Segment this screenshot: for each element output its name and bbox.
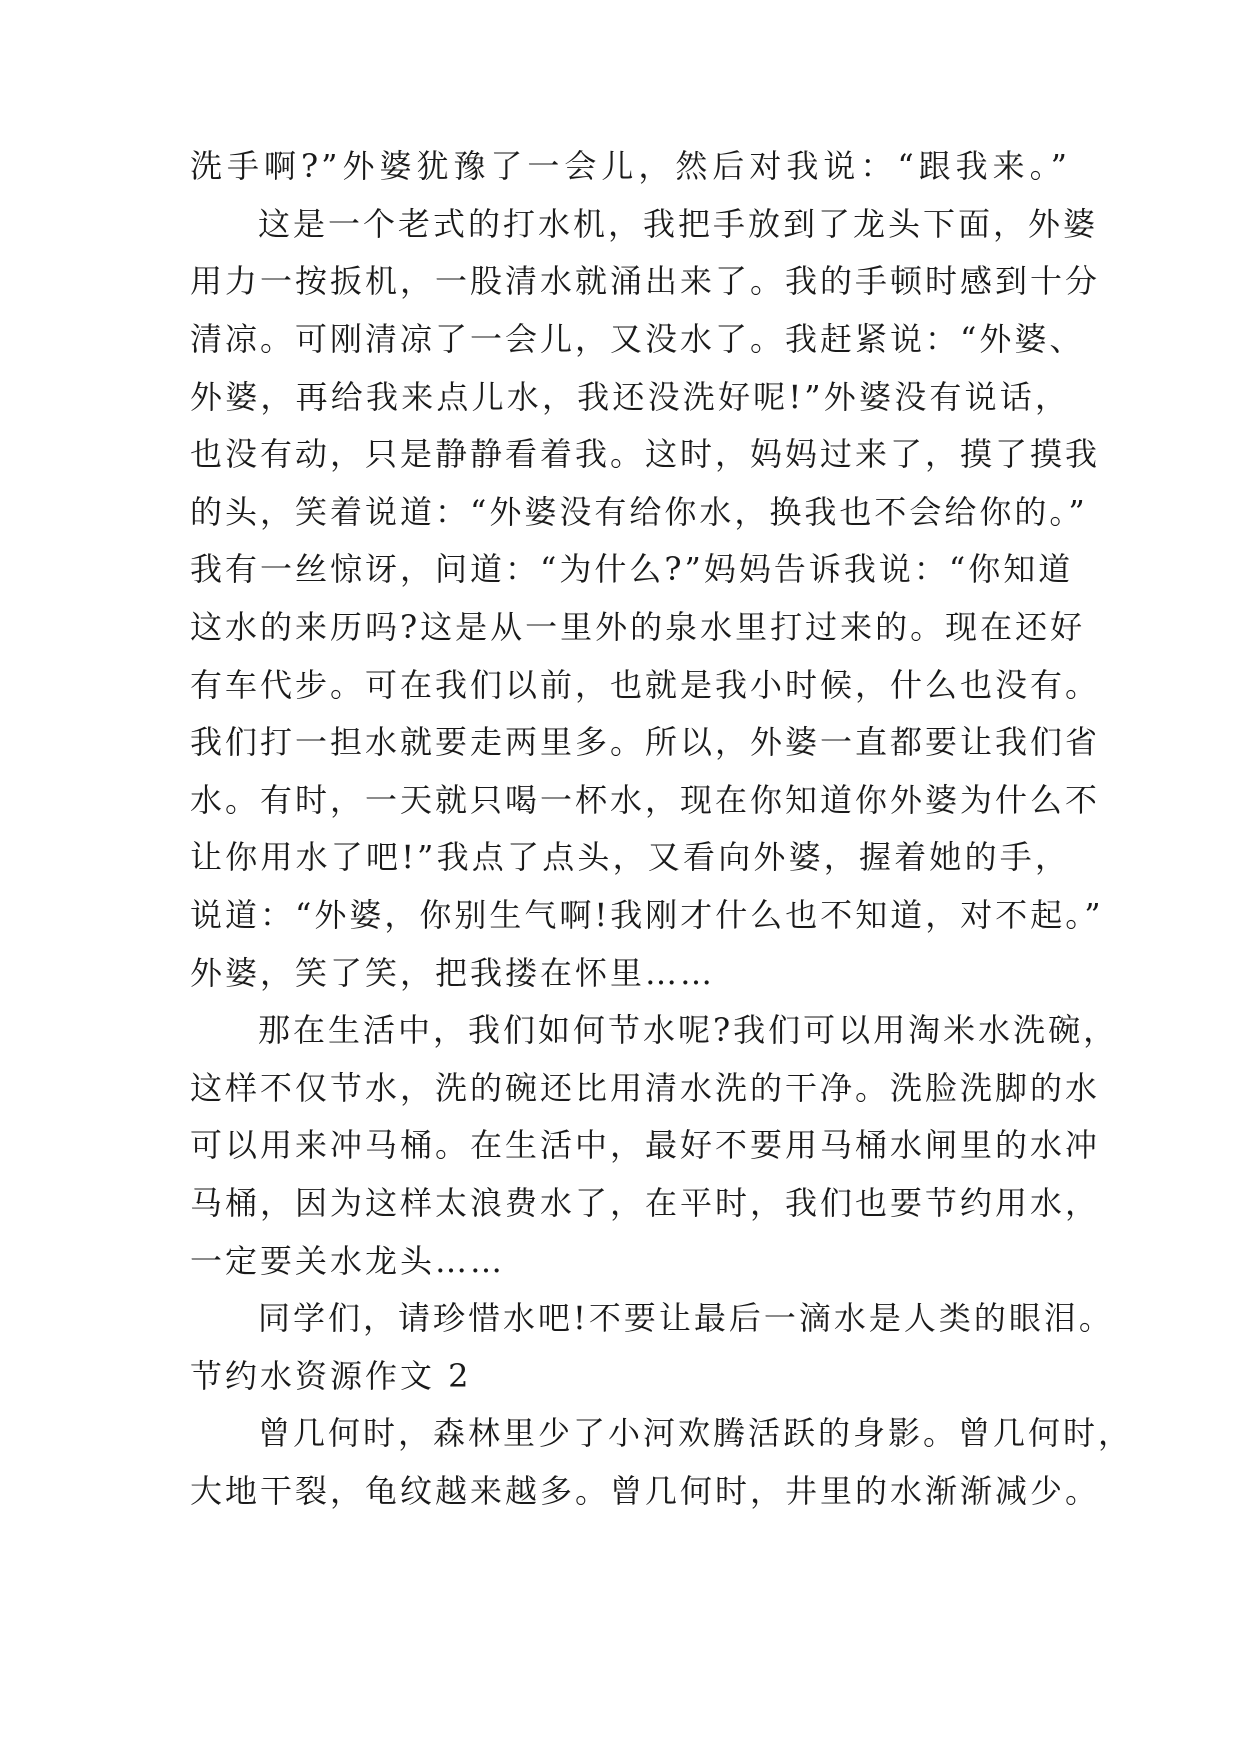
text-line: 我有一丝惊讶，问道：“为什么?”妈妈告诉我说：“你知道 (190, 550, 1074, 588)
text-line: 的头，笑着说道：“外婆没有给你水，换我也不会给你的。” (190, 493, 1088, 531)
paragraph-start-line: 这是一个老式的打水机，我把手放到了龙头下面，外婆 (258, 205, 1099, 243)
paragraph-start-line: 同学们，请珍惜水吧!不要让最后一滴水是人类的眼泪。 (258, 1299, 1114, 1337)
text-line: 马桶，因为这样太浪费水了，在平时，我们也要节约用水， (190, 1184, 1101, 1222)
text-line: 我们打一担水就要走两里多。所以，外婆一直都要让我们省 (190, 723, 1101, 761)
text-line: 一定要关水龙头…… (190, 1242, 506, 1280)
text-line: 水。有时，一天就只喝一杯水，现在你知道你外婆为什么不 (190, 781, 1101, 819)
text-line: 用力一按扳机，一股清水就涌出来了。我的手顿时感到十分 (190, 262, 1101, 300)
text-line: 这水的来历吗?这是从一里外的泉水里打过来的。现在还好 (190, 608, 1086, 646)
text-line: 这样不仅节水，洗的碗还比用清水洗的干净。洗脸洗脚的水 (190, 1069, 1101, 1107)
text-line: 清凉。可刚清凉了一会儿，又没水了。我赶紧说：“外婆、 (190, 320, 1085, 358)
text-line: 让你用水了吧!”我点了点头，又看向外婆，握着她的手， (190, 838, 1070, 876)
text-line: 可以用来冲马桶。在生活中，最好不要用马桶水闸里的水冲 (190, 1126, 1101, 1164)
text-line: 外婆，笑了笑，把我搂在怀里…… (190, 954, 716, 992)
text-line: 洗手啊?”外婆犹豫了一会儿，然后对我说：“跟我来。” (190, 147, 1070, 185)
section-heading: 节约水资源作文 2 (190, 1357, 472, 1395)
text-line: 外婆，再给我来点儿水，我还没洗好呢!”外婆没有说话， (190, 378, 1070, 416)
text-line: 说道：“外婆，你别生气啊!我刚才什么也不知道，对不起。” (190, 896, 1104, 934)
text-line: 有车代步。可在我们以前，也就是我小时候，什么也没有。 (190, 666, 1101, 704)
paragraph-start-line: 那在生活中，我们如何节水呢?我们可以用淘米水洗碗， (258, 1011, 1119, 1049)
paragraph-start-line: 曾几何时，森林里少了小河欢腾活跃的身影。曾几何时， (258, 1414, 1134, 1452)
text-line: 大地干裂，龟纹越来越多。曾几何时，井里的水渐渐减少。 (190, 1472, 1101, 1510)
text-line: 也没有动，只是静静看着我。这时，妈妈过来了，摸了摸我 (190, 435, 1101, 473)
